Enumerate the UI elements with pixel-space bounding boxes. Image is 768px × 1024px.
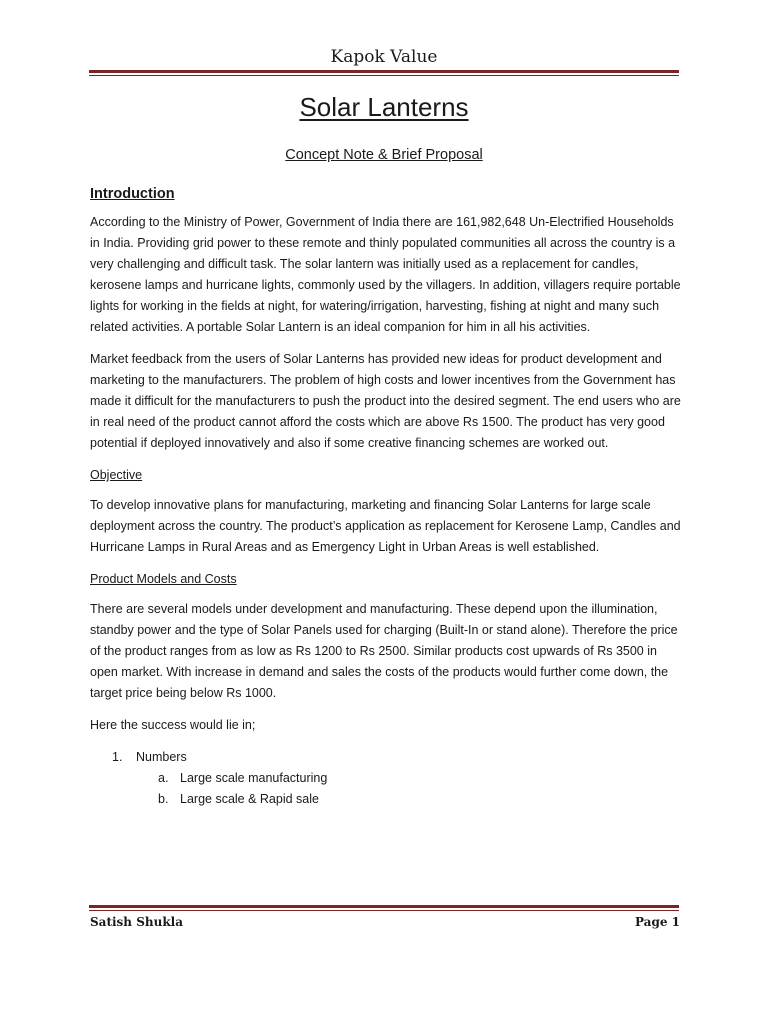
- paragraph: There are several models under development and manufacturing. These depend upon the illumination, standby power and the type of Solar Panels used for charging (Built-In or stand alone). Therefore the price of the product ranges from as low as Rs 1200 to Rs 2500. Similar products cost upwards of Rs 3500 in open market. With increase in demand and sales the costs of the products would further come down, the target price being below Rs 1000.: [90, 602, 678, 700]
- paragraph: Market feedback from the users of Solar Lanterns has provided new ideas for product development and marketing to the manufacturers. The problem of high costs and lower incentives from the Government has made it difficult for the manufacturers to push the product into the desired segment. The end users who are in real need of the product cannot afford the costs which are above Rs 1500. The product has very good potential if deployed innovatively and also if some creative financing schemes are worked out.: [90, 352, 681, 450]
- footer: [90, 915, 680, 929]
- document-body: [90, 184, 682, 810]
- list-marker: a.: [158, 771, 169, 785]
- section-heading-introduction: Introduction: [90, 186, 175, 202]
- header-rule: [89, 70, 679, 76]
- paragraph: To develop innovative plans for manufacturing, marketing and financing Solar Lanterns for large scale deployment across the country. The product’s application as replacement for Kerosene Lamp, Candles and Hurricane Lamps in Rural Areas and as Emergency Light in Urban Areas is well established.: [90, 498, 681, 554]
- list-item-label: Numbers: [136, 750, 187, 764]
- page-number: Page 1: [634, 915, 680, 929]
- paragraph: Here the success would lie in;: [90, 718, 256, 732]
- section-heading-product-models: Product Models and Costs: [90, 572, 237, 586]
- footer-author: Satish Shukla: [90, 915, 183, 929]
- section-heading-objective: Objective: [90, 468, 143, 482]
- footer-rule: [89, 905, 679, 911]
- sub-list-item: [90, 768, 682, 789]
- document-subtitle: Concept Note & Brief Proposal: [285, 147, 483, 163]
- sub-list-item: [90, 789, 682, 810]
- list-marker: b.: [158, 792, 169, 806]
- header-title: Kapok Value: [330, 47, 438, 67]
- paragraph: According to the Ministry of Power, Government of India there are 161,982,648 Un-Electrified Households in India. Providing grid power to these remote and thinly populated communities all across the country is a very challenging and difficult task. The solar lantern was initially used as a replacement for candles, kerosene lamps and hurricane lights, commonly used by the villagers. In addition, villagers require portable lights for working in the fields at night, for watering/irrigation, harvesting, fishing at night and many such related activities. A portable Solar Lantern is an ideal companion for him in all his activities.: [90, 215, 681, 334]
- document-title: Solar Lanterns: [299, 92, 469, 122]
- list-item-label: Large scale manufacturing: [180, 771, 328, 785]
- list-marker: 1.: [112, 750, 123, 764]
- list-item: [90, 747, 682, 768]
- list-item-label: Large scale & Rapid sale: [180, 792, 319, 806]
